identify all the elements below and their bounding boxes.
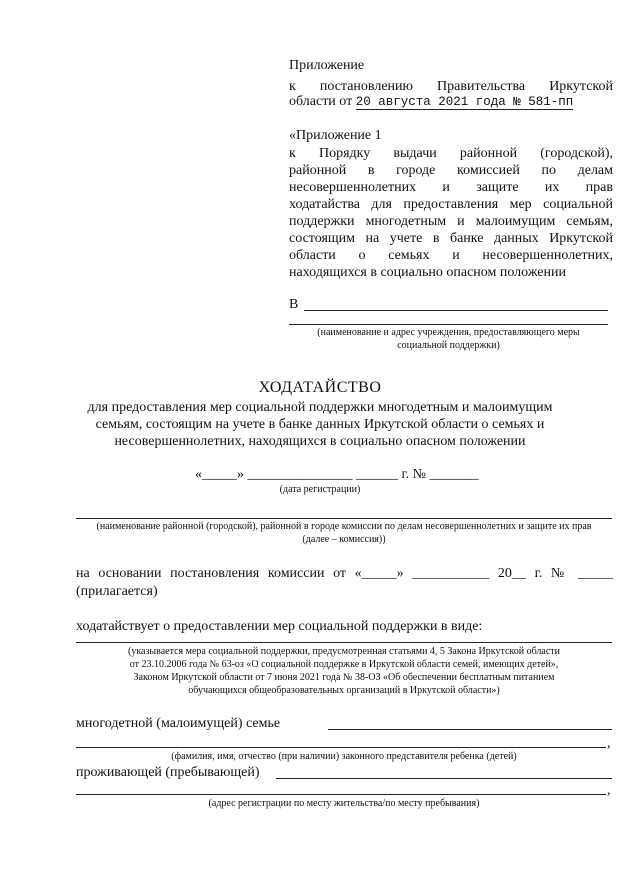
basis-line[interactable]: на основании постановления комиссии от «_____» ___________ 20__ г. № _____: [76, 566, 613, 581]
commission-note: (наименование районной (городской), районной в городе комиссии по делам несовершеннолетних и защите их прав: [96, 521, 592, 532]
appendix1-line: состоящим на учете в банке данных Иркутской: [289, 231, 613, 246]
recipient-note: (наименование и адрес учреждения, предоставляющего меры: [317, 327, 580, 338]
residence-field-line[interactable]: [276, 778, 612, 779]
family-field-line-2[interactable]: [76, 747, 606, 748]
petition-note: Законом Иркутской области от 7 июня 2021 года № 38-ОЗ «Об обеспечении бесплатным питанием: [133, 672, 555, 683]
petition-note: обучающихся общеобразовательных организаций в Иркутской области»): [188, 685, 500, 696]
appendix1-line: поддержки многодетным и малоимущим семьям,: [289, 214, 613, 229]
document-subtitle-2: семьям, состоящим на учете в банке данных Иркутской области о семьях и: [95, 417, 545, 432]
document-subtitle-1: для предоставления мер социальной поддержки многодетным и малоимущим: [87, 400, 553, 415]
basis-attached: (прилагается): [76, 584, 158, 599]
appendix1-line: районной в городе комиссией по делам: [289, 163, 613, 178]
appendix-label: Приложение: [289, 58, 365, 73]
family-comma: ,: [607, 736, 611, 751]
region-from-text: области от: [289, 94, 353, 109]
family-note: (фамилия, имя, отчество (при наличии) законного представителя ребенка (детей): [171, 751, 517, 762]
document-title: ХОДАТАЙСТВО: [258, 379, 382, 396]
recipient-field-line-2[interactable]: [289, 324, 608, 325]
resolution-date-line: [289, 93, 613, 111]
recipient-field-line[interactable]: [304, 310, 608, 311]
commission-field-line[interactable]: [76, 518, 612, 519]
residence-comma: ,: [607, 783, 611, 798]
residence-field-line-2[interactable]: [76, 794, 606, 795]
appendix1-line: несовершеннолетних и защите их прав: [289, 180, 613, 195]
recipient-prefix: В: [289, 297, 299, 312]
recipient-note-2: социальной поддержки): [397, 340, 500, 351]
resolution-line: к постановлению Правительства Иркутской: [289, 79, 613, 94]
document-subtitle-3: несовершеннолетних, находящихся в социально опасном положении: [114, 434, 526, 449]
registration-line[interactable]: «_____» _______________ ______ г. № _______: [195, 467, 479, 482]
appendix1-label: «Приложение 1: [289, 128, 382, 143]
petition-note: (указывается мера социальной поддержки, предусмотренная статьями 4, 5 Закона Иркутской области: [127, 646, 561, 657]
appendix1-line: находящихся в социально опасном положении: [289, 265, 566, 280]
resolution-date-number: 20 августа 2021 года № 581-пп: [355, 95, 574, 109]
appendix1-line: области о семьях и несовершеннолетних,: [289, 248, 613, 263]
petition-line: ходатайствует о предоставлении мер социальной поддержки в виде:: [76, 619, 483, 634]
appendix1-line: ходатайства для предоставления мер социальной: [289, 197, 613, 212]
registration-note: (дата регистрации): [279, 484, 361, 495]
appendix1-line: к Порядку выдачи районной (городской),: [289, 146, 613, 161]
commission-note-2: (далее – комиссия)): [302, 534, 386, 545]
family-label: многодетной (малоимущей) семье: [76, 716, 281, 731]
petition-field-line[interactable]: [76, 642, 612, 643]
petition-note: от 23.10.2006 года № 63-оз «О социальной поддержке в Иркутской области семей, имеющих детей»,: [129, 659, 559, 670]
family-field-line[interactable]: [328, 729, 612, 730]
residence-note: (адрес регистрации по месту жительства/по месту пребывания): [208, 798, 480, 809]
residence-label: проживающей (пребывающей): [76, 765, 260, 780]
